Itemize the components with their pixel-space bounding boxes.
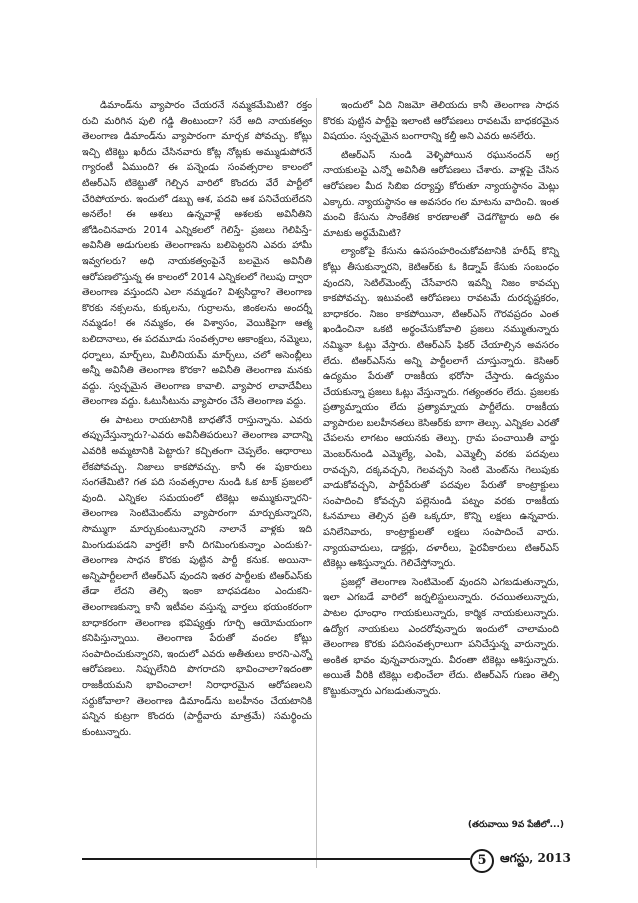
article-paragraph: ఈ పాటలు రాయటానికి బాధతోనే రాస్తున్నాను. ఎవరు తప్పుచేస్తున్నారు?-ఎవరు అవినీతిపరులు? తెలంగాణ వాదాన్ని ఎవరికి అమ్మటానికి పెట్టారు? కచ్చితంగా చెప్పలేం. ఆధారాలు లేకపోవచ్చు. నిజాలు కాకపోవచ్చు. కానీ ఈ పుకారులు సంగతేమిటి? గత పది సంవత్సరాల నుండి ఓక టాక్ ప్రజలలో వుంది. ఎన్నికల సమయంలో టికెట్లు అమ్ముకున్నారని- తెలంగాణ సెంటిమెంట్‌ను వ్యాపారంగా మార్చుకున్నారని, సొమ్ముగా మార్చుకుంటున్నారని నాలానే వాళ్లకు ఇది మింగుడుపడని వార్తలే! కానీ దిగమింగుకున్నాం ఎందుకు?- తెలంగాణ సాధన కొరకు పుట్టిన పార్టీ కనుక. అయినా- అన్నిపార్టీలలాగే టిఆర్ఎస్ వుందని ఇతర పార్టీలకు టిఆర్ఎస్‌కు తేడా లేదని తెల్సి ఇంకా బాధపడటం ఎందుకని- తెలంగాణకున్నా కానీ ఇటీవల వస్తున్న వార్తలు భయంకరంగా బాధాకరంగా తెలంగాణ భవిష్యత్తు గూర్చి ఆయోమయంగా కనిపిస్తున్నాయి. తెలంగాణ పేరుతో వందల కోట్లు సంపాదించుకున్నారని, ఇందులో ఎవరు అతీతులు కారని-ఎన్నో ఆరోపణలు. నిప్పులేనిది పొగరాదని భావించాలా?ఇదంతా రాజకీయమని భావించాలా! నిరాధారమైన ఆరోపణలని సర్దుకోవాలా? తెలంగాణ డిమాండ్‌ను బలహీనం చేయటానికి పన్నిన కుట్రగా కొందరు (పార్టీవారు మాత్రమే) సమర్థించు కుంటున్నారు.	[82, 414, 312, 738]
article-column-right	[323, 98, 559, 700]
article-paragraph: టిఆర్ఎస్ నుండి వెళ్ళిపోయిన రఘునందన్ అగ్ర నాయకులపై ఎన్నో అవినీతి ఆరోపణలు చేశారు. వాళ్లపై చేసిన ఆరోపణల మీద సిబిఐ దర్యాప్తు కోరుతూ న్యాయస్థానం మెట్లు ఎక్కారు. న్యాయస్థానం ఆ అవసరం గల మాటను వాదించి. ఇంత మంచి కేసును సాంకేతిక కారణాలతో చెడగొట్టారు అది ఈ మాటకు అర్థమేమిటి?	[323, 149, 559, 239]
article-paragraph: డిమాండ్‌ను వ్యాపారం చేయరనే నమ్మకమేమిటి? రక్తం రుచి మరిగిన పులి గడ్డి తింటుందా? సరే అది నాయకత్వం తెలంగాణ డిమాండ్‌ను వ్యాపారంగా మార్చక పోవచ్చు. కోట్లు ఇచ్చి టికెట్టు ఖరీదు చేసినవారు కోట్ల నోట్లకు అమ్ముడుపోరనే గ్యారంటీ ఏముంది? ఈ పన్నెండు సంవత్సరాల కాలంలో టిఆర్ఎస్ టికెట్టుతో గెల్చిన వారిలో కొందరు వేరే పార్టీలో చేరిపోయారు. ఇందులో డబ్బు ఆశ, పదవి ఆశ పనిచేయలేదని అనలేం! ఈ ఆశలు ఉన్నవాళ్లే ఆశలకు అవినీతిని జోడించినవారు 2014 ఎన్నికలలో గెలిస్తే- ప్రజలు గెలిపిస్తే- అవినీతి అడుగులకు తెలంగాణను బలిపెట్టరని ఎవరు హామీ ఇవ్వగలరు? అధి నాయకత్వంపైనే బలమైన అవినీతి ఆరోపణలొస్తున్న ఈ కాలంలో 2014 ఎన్నికలలో గెలుపు ద్వారా తెలంగాణ వస్తుందని ఎలా నమ్మడం? విశ్వసిద్దాం? తెలంగాణ కొరకు నక్సలను, కుక్కలను, గుర్రాలను, జింకలను అందర్నీ నమ్మడం! ఈ నమ్మకం, ఈ విశ్వాసం, వెయికిపైగా ఆత్మ బలిదానాలు, ఈ పదమూడు సంవత్సరాల ఆకాంక్షలు, నమ్మెలు, ధర్నాలు, మార్చ్‌లు, మిలీనియమ్ మార్చ్‌లు, చలో అసెంబ్లీలు అన్నీ అవినీతి తెలంగాణ కొరకా? అవినీతి తెలంగాణ మనకు వద్దు. స్వచ్ఛమైన తెలంగాణ కావాలి. వ్యాపార లావాదేవీలు తెలంగాణ వద్దు. ఓటుసీటును వ్యాపారం చేసే తెలంగాణ వద్దు.	[82, 100, 312, 408]
article-paragraph: ప్రజల్లో తెలంగాణ సెంటిమెంట్ వుందని ఎగబడుతున్నారు, ఇలా ఎగబడే వారిలో జర్నలిస్టులున్నారు. రచయితలున్నారు, పాటల ధూంధాం గాయకులున్నారు, కార్మిక నాయకులున్నారు. ఉద్యోగ నాయకులు ఎందరోవున్నారు ఇందులో చాలామంది తెలంగాణ కొరకు పదిసంవత్సరాలుగా పనిచేస్తున్న వారున్నారు. అంకిత భావం వున్నవారున్నారు. వీరంతా టికెట్లు ఆశిస్తున్నారు. అయితే వీరికి టికెట్లు లభించేలా లేదు. టిఆర్ఎస్ గుణం తెల్సి కొట్టుకున్నారు ఎగబడుతున్నారు.	[323, 576, 559, 697]
article-paragraph: ల్యాంకోపై కేసును ఉపసంహరించుకోవటానికి హరీష్ కొన్ని కోట్లు తీసుకున్నారని, కెటిఆర్‌కు ఓ కిడ్నాప్ కేసుకు సంబంధం వుందని, సెటిల్‌మెంట్స్ చేసేవారని ఇవన్నీ నిజం కావచ్చు కాకపోవచ్చు. ఇటువంటి ఆరోపణలు రావటమే దురదృష్టకరం, బాధాకరం. నిజం కాకపోయినా, టిఆర్ఎస్ గౌరవప్రదం ఎంత ఖండించినా ఒకటి అర్థంచేసుకోవాలి ప్రజలు నమ్ముతున్నారు నమ్మినా ఓట్లు వేస్తారు. టిఆర్ఎస్ ఫికర్ చేయాల్సిన అవసరం లేదు. టిఆర్ఎస్‌ను అన్ని పార్టీలలాగే చూస్తున్నారు. కెసిఆర్ ఉద్యమం పేరుతో రాజకీయ భరోసా చేస్తారు. ఉద్యమం చేయకున్నా ప్రజలు ఓట్లు వేస్తున్నారు. గత్యంతరం లేదు. ప్రజలకు ప్రత్యామ్నాయం లేదు ప్రత్యామ్నాయ పార్టీలేదు. రాజకీయ వ్యాపారుల బలహీనతలు కెసిఆర్‌కు బాగా తెల్సు. ఎన్నికల ఎరతో చేపలను లాగటం ఆయనకు తెల్సు. గ్రామ పంచాయితీ వార్డు మెంబర్‌నుండి ఎమ్మెల్యే, ఎంపి, ఎమ్మెల్సీ వరకు పదవులు రావచ్చని, దక్కవచ్చని, గెలవచ్చని సెంటి మెంట్‌ను గెలుపుకు వాడుకోవచ్చని, పార్టీపేరుతో పదవుల పేరుతో కాంట్రాక్టులు సంపాదించి కోవచ్చని పల్లెనుండి పట్నం వరకు రాజకీయ ఓనమాలు తెల్సిన ప్రతి ఒక్కరూ, కొన్ని లక్షలు ఉన్నవారు. పనిలేనివారు, కాంట్రాక్టులతో లక్షలు సంపాదించే వారు. న్యాయవాదులు, డాక్టర్లు, దళారీలు, పైరవీకారులు టిఆర్ఎస్ టికెట్లు ఆశిస్తున్నారు. గెలిచేస్తోన్నారు.	[323, 246, 559, 570]
article-paragraph: ఇందులో ఏది నిజమో తెలియదు కానీ తెలంగాణ సాధన కొరకు పుట్టిన పార్టీపై ఇలాంటి ఆరోపణలు రావటమే బాధకరమైన విషయం. స్వచ్ఛమైన బంగారాన్ని కల్తీ అని ఎవరు అనలేరు.	[323, 100, 559, 143]
article-column-left	[82, 98, 312, 740]
continued-note: (తరువాయి 9వ పేజీలో...)	[467, 820, 564, 830]
footer-rule	[82, 858, 470, 860]
issue-date: ఆగస్టు, 2013	[500, 851, 571, 865]
column-divider	[316, 98, 317, 868]
page-number: 5	[470, 849, 494, 873]
